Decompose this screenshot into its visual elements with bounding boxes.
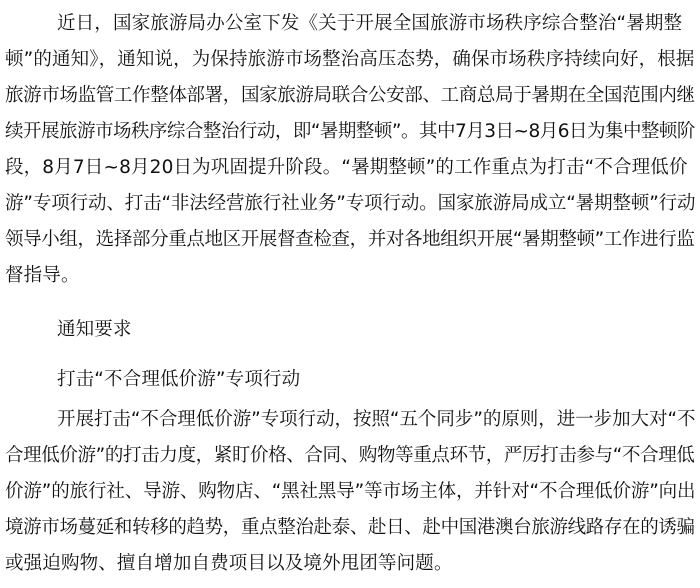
paragraph-line: 或强迫购物、擅自增加自费项目以及境外甩团等问题。 — [5, 553, 453, 574]
paragraph-line: 合理低价游”的打击力度，紧盯价格、合同、购物等重点环节，严厉打击参与“不合理低 — [5, 445, 695, 466]
paragraph-line: 领导小组，选择部分重点地区开展督查检查，并对各地组织开展“暑期整顿”工作进行监 — [5, 229, 695, 250]
paragraph-line: 近日，国家旅游局办公室下发《关于开展全国旅游市场秩序综合整治“暑期整 — [57, 13, 683, 34]
paragraph-line: 顿”的通知》，通知说，为保持旅游市场整治高压态势，确保市场秩序持续向好，根据 — [5, 49, 695, 70]
section-heading: 通知要求 — [57, 319, 132, 340]
subsection-heading: 打击“不合理低价游”专项行动 — [57, 369, 301, 390]
document-body — [5, 5, 695, 583]
paragraph-line: 旅游市场监管工作整体部署，国家旅游局联合公安部、工商总局于暑期在全国范围内继 — [5, 85, 695, 106]
paragraph-line: 游”专项行动、打击“非法经营旅行社业务”专项行动。国家旅游局成立“暑期整顿”行动 — [5, 193, 696, 214]
paragraph-line: 段，8月7日~8月20日为巩固提升阶段。“暑期整顿”的工作重点为打击“不合理低价 — [5, 157, 688, 178]
paragraph-line: 续开展旅游市场秩序综合整治行动，即“暑期整顿”。其中7月3日~8月6日为集中整顿阶 — [5, 121, 695, 142]
paragraph-line: 境游市场蔓延和转移的趋势，重点整治赴泰、赴日、赴中国港澳台旅游线路存在的诱骗 — [5, 517, 695, 538]
paragraph-line: 价游”的旅行社、导游、购物店、“黑社黑导”等市场主体，并针对“不合理低价游”向出 — [5, 481, 696, 502]
paragraph-line: 督指导。 — [5, 265, 80, 286]
paragraph-line: 开展打击“不合理低价游”专项行动，按照“五个同步”的原则，进一步加大对“不 — [57, 409, 696, 430]
